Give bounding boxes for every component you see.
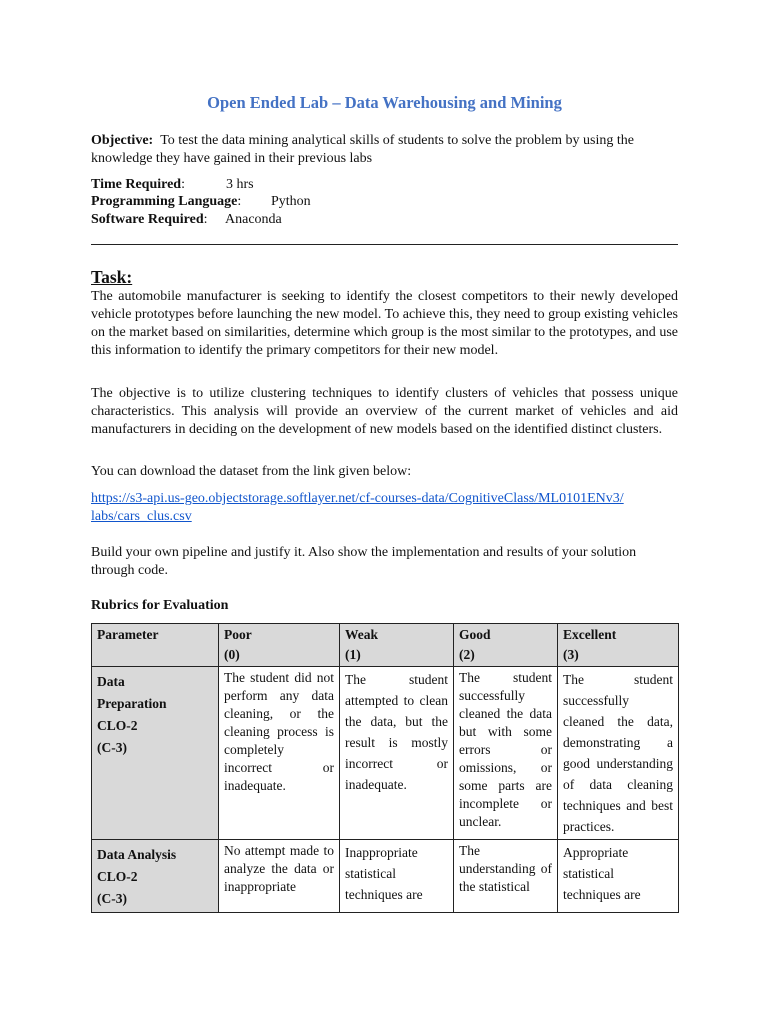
table-header-row	[92, 624, 679, 667]
row-good-cell: The understanding of the statistical	[454, 840, 558, 913]
dataset-link-line-1[interactable]: https://s3-api.us-geo.objectstorage.softlayer.net/cf-courses-data/CognitiveClass/ML0101ENv3/	[91, 491, 624, 506]
divider-line	[91, 244, 678, 245]
table-row	[92, 667, 679, 840]
time-required-label: Time Required	[91, 177, 182, 192]
header-excellent: Excellent (3)	[558, 624, 679, 667]
software-required-value: Anaconda	[225, 212, 282, 227]
row-excellent-cell: Appropriate statistical techniques are	[558, 840, 679, 913]
rubrics-heading: Rubrics for Evaluation	[91, 598, 229, 613]
row-weak-cell: The student attempted to clean the data, but the result is mostly incorrect or inadequate.	[340, 667, 454, 840]
pipeline-paragraph: Build your own pipeline and justify it. Also show the implementation and results of your solution through code.	[91, 545, 637, 578]
programming-language-label: Programming Language	[91, 194, 238, 209]
task-heading: Task:	[91, 267, 133, 287]
dataset-link-line-2[interactable]: labs/cars_clus.csv	[91, 509, 192, 524]
dataset-link[interactable]	[91, 490, 678, 526]
task-paragraph-1: The automobile manufacturer is seeking to identify the closest competitors to their newly developed vehicle prototypes before launching the new model. To achieve this, they need to group existing vehicles on the market based on similarities, determine which group is the most similar to the prototypes, and use this information to identify the primary competitors for their new model.	[91, 289, 678, 358]
header-poor: Poor (0)	[219, 624, 340, 667]
row-poor-cell: The student did not perform any data cleaning, or the cleaning process is completely incorrect or inadequate.	[219, 667, 340, 840]
row-poor-cell: No attempt made to analyze the data or inappropriate	[219, 840, 340, 913]
header-parameter: Parameter	[92, 624, 219, 667]
row-excellent-cell: The student successfully cleaned the data, demonstrating a good understanding of data cleaning techniques and best practices.	[558, 667, 679, 840]
programming-language-value: Python	[271, 194, 311, 209]
objective-paragraph	[91, 132, 678, 168]
row-parameter: Data Analysis CLO-2 (C-3)	[92, 840, 219, 913]
page-title: Open Ended Lab – Data Warehousing and Mining	[207, 93, 562, 112]
software-required-label: Software Required	[91, 212, 204, 227]
header-good: Good (2)	[454, 624, 558, 667]
objective-text: To test the data mining analytical skills of students to solve the problem by using the knowledge they have gained in their previous labs	[91, 133, 634, 166]
objective-label: Objective:	[91, 133, 154, 148]
task-paragraph-2: The objective is to utilize clustering techniques to identify clusters of vehicles that possess unique characteristics. This analysis will provide an overview of the current market of vehicles and aid manufacturers in deciding on the development of new models based on the identified distinct clusters.	[91, 386, 678, 437]
table-row	[92, 840, 679, 913]
programming-language-row: Programming Language: Python	[91, 194, 311, 209]
download-text: You can download the dataset from the link given below:	[91, 464, 412, 479]
row-weak-cell: Inappropriate statistical techniques are	[340, 840, 454, 913]
header-weak: Weak (1)	[340, 624, 454, 667]
rubrics-table	[91, 623, 679, 913]
time-required-row: Time Required: 3 hrs	[91, 177, 254, 192]
row-good-cell: The student successfully cleaned the data but with some errors or omissions, or some parts are incomplete or unclear.	[454, 667, 558, 840]
time-required-value: 3 hrs	[226, 177, 254, 192]
row-parameter: Data Preparation CLO-2 (C-3)	[92, 667, 219, 840]
software-required-row: Software Required: Anaconda	[91, 212, 282, 227]
